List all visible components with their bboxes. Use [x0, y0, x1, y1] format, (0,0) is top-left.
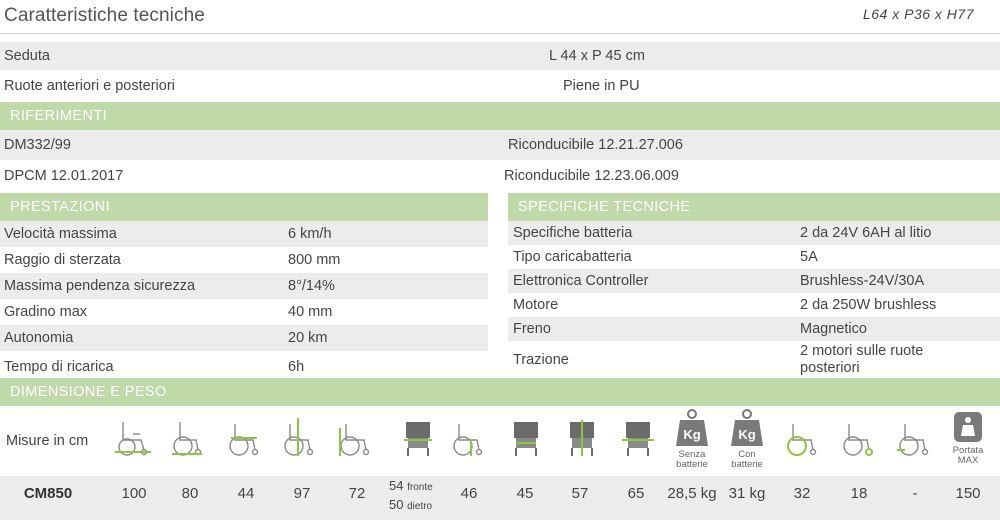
row-value: Piene in PU	[563, 78, 640, 94]
value-cell: 97	[293, 485, 311, 502]
anti-tip-icon	[895, 416, 935, 466]
depth-front-value: 54	[389, 478, 404, 493]
row-label: Trazione	[513, 352, 569, 368]
value-cell: 31 kg	[728, 485, 766, 502]
value-cell: 150	[955, 485, 981, 502]
row-value-line2: posteriori	[800, 360, 860, 376]
row-value: 6h	[288, 359, 305, 375]
section-prestazioni	[0, 193, 488, 221]
prestazioni-table	[0, 221, 488, 378]
value-cell: 18	[850, 485, 868, 502]
weight-with-batteries-icon	[727, 408, 767, 470]
model-code: CM850	[23, 485, 73, 502]
max-load-icon	[948, 408, 988, 466]
rear-wheel-icon	[783, 416, 823, 466]
table-row	[0, 351, 488, 378]
table-row	[508, 293, 1000, 317]
section-specifiche	[508, 193, 1000, 221]
row-label: Freno	[513, 321, 551, 337]
caption-line: Portata	[952, 445, 984, 456]
row-label: Ruote anteriori e posteriori	[4, 78, 175, 94]
row-label: Autonomia	[4, 330, 74, 346]
section-riferimenti	[0, 102, 1000, 130]
caption-line: MAX	[957, 455, 979, 466]
row-value: 800 mm	[288, 252, 341, 268]
table-row	[0, 221, 488, 247]
row-value: 40 mm	[288, 304, 333, 320]
row-value: Riconducibile 12.23.06.009	[504, 168, 679, 184]
value-cell: 72	[348, 485, 366, 502]
row-dm332	[0, 130, 1000, 160]
depth-back-value: 50	[389, 497, 404, 512]
row-ruote	[0, 72, 1000, 100]
caption-line: Con	[738, 449, 756, 460]
value-cell: 45	[516, 485, 534, 502]
row-label: Massima pendenza sicurezza	[4, 278, 196, 294]
width-icon	[225, 416, 265, 466]
table-row	[508, 341, 1000, 378]
row-label: Tipo caricabatteria	[513, 249, 632, 265]
row-value: 6 km/h	[288, 226, 332, 242]
section-title: PRESTAZIONI	[10, 199, 111, 215]
height-icon	[280, 416, 320, 466]
kg-label: Kg	[738, 427, 756, 442]
row-label: Motore	[513, 297, 559, 313]
table-row	[508, 269, 1000, 293]
specifiche-table	[508, 221, 1000, 378]
caption-line: batterie	[731, 459, 763, 470]
header	[0, 0, 1000, 34]
caption-line: batterie	[676, 459, 708, 470]
row-value: Magnetico	[800, 321, 867, 337]
value-cell: 100	[121, 485, 147, 502]
value-cell: -	[912, 485, 918, 502]
row-dpcm	[0, 161, 1000, 191]
front-wheel-icon	[839, 416, 879, 466]
row-label: Tempo di ricarica	[4, 359, 114, 375]
row-label: DPCM 12.01.2017	[4, 168, 124, 184]
depth-back-label: dietro	[407, 501, 433, 512]
icon-caption	[717, 450, 777, 470]
row-label: Raggio di sterzata	[4, 252, 121, 268]
section-title: DIMENSIONE E PESO	[10, 384, 167, 400]
value-cell: 80	[181, 485, 199, 502]
depth-front-label: fronte	[407, 482, 433, 493]
table-row	[508, 245, 1000, 269]
row-label: Elettronica Controller	[513, 273, 649, 289]
measures-icons	[0, 406, 1000, 476]
weight-without-batteries-icon	[672, 408, 712, 470]
measures-label: Misure in cm	[6, 433, 89, 449]
section-dimensioni	[0, 378, 1000, 406]
length-folded-icon	[168, 416, 208, 466]
value-cell: 44	[237, 485, 255, 502]
caption-line: Senza	[678, 449, 706, 460]
table-row	[0, 325, 488, 351]
kg-label: Kg	[683, 427, 701, 442]
depth-value	[389, 477, 433, 515]
row-value: 5A	[800, 249, 818, 265]
icon-caption	[662, 450, 722, 470]
seat-depth-front-icon	[398, 416, 438, 466]
dimension-values-row	[0, 476, 1000, 520]
seat-height-icon	[449, 416, 489, 466]
section-title: RIFERIMENTI	[10, 108, 108, 124]
table-row	[508, 317, 1000, 341]
section-title: SPECIFICHE TECNICHE	[518, 199, 691, 215]
row-value: 2 da 250W brushless	[800, 297, 937, 313]
seat-width-icon	[506, 416, 546, 466]
row-label: Velocità massima	[4, 226, 117, 242]
row-value: 8°/14%	[288, 278, 335, 294]
row-value: L 44 x P 45 cm	[549, 48, 645, 64]
row-value-line1: 2 motori sulle ruote	[800, 343, 924, 359]
value-cell: 32	[793, 485, 811, 502]
row-label: Seduta	[4, 48, 50, 64]
row-label: Specifiche batteria	[513, 225, 633, 241]
backrest-height-icon	[562, 416, 602, 466]
folded-height-icon	[336, 416, 376, 466]
table-row	[0, 247, 488, 273]
page-title: Caratteristiche tecniche	[4, 5, 205, 26]
row-value: Brushless-24V/30A	[800, 273, 925, 289]
table-row	[508, 221, 1000, 245]
table-row	[0, 299, 488, 325]
row-label: DM332/99	[4, 137, 71, 153]
row-label: Gradino max	[4, 304, 88, 320]
value-cell: 28,5 kg	[667, 485, 717, 502]
row-seduta	[0, 42, 1000, 70]
value-cell: 46	[460, 485, 478, 502]
value-cell: 57	[571, 485, 589, 502]
length-wheelchair-icon	[113, 416, 153, 466]
value-cell: 65	[627, 485, 645, 502]
row-value: Riconducibile 12.21.27.006	[508, 137, 683, 153]
row-value: 20 km	[288, 330, 328, 346]
armrest-height-icon	[618, 416, 658, 466]
row-value: 2 da 24V 6AH al litio	[800, 225, 932, 241]
overall-dimensions: L64 x P36 x H77	[862, 6, 974, 22]
icon-caption	[938, 446, 998, 466]
table-row	[0, 273, 488, 299]
row-value	[800, 343, 923, 377]
